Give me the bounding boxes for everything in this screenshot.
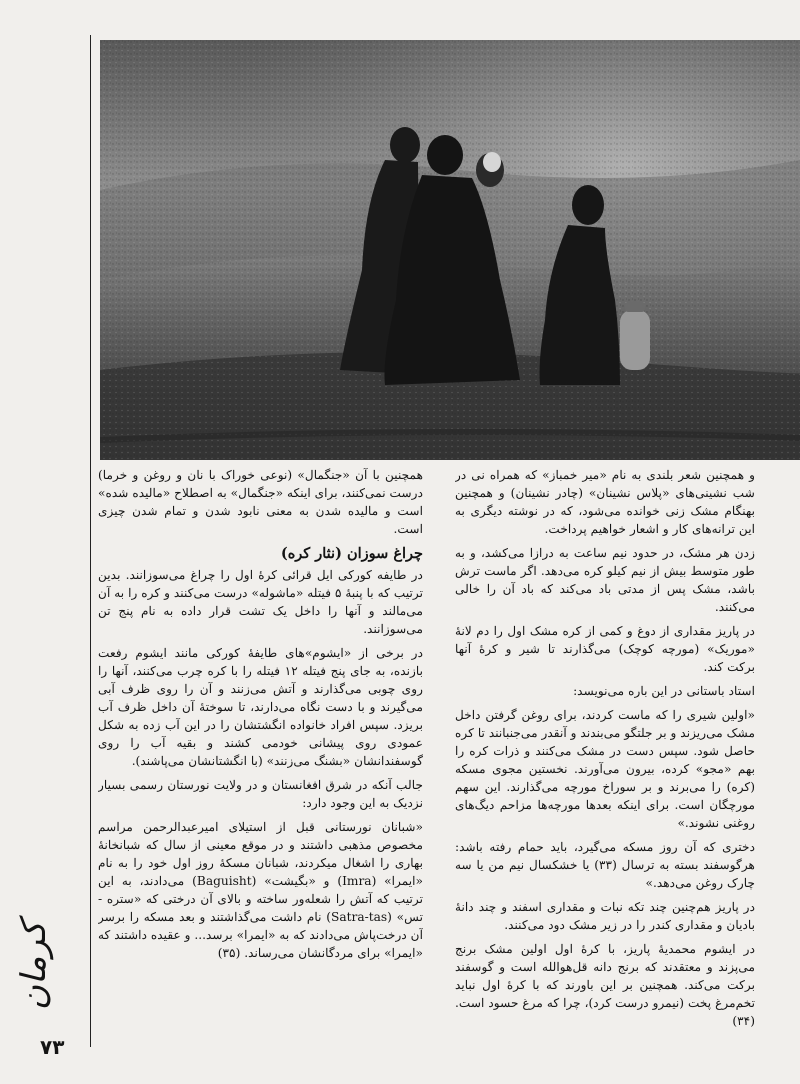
logo-text: کرمان (14, 921, 54, 1010)
section-heading: چراغ سوزان (نثار کره) (280, 545, 423, 562)
column-rule (90, 35, 91, 1047)
paragraph: «اولین شیری را که ماست کردند، برای روغن گرفتن داخل مشک می‌ریزند و بر جلتگو می‌بندند و آنقدر می‌جنبانند تا کره حاصل شود. سپس دست در مشک می‌کنند و ذرات کره را بهم «مجو» کرده، بیرون می‌آورند. نخستین مجوی مسکه (کره) را می‌برند و بر سوراخ مورچه می‌گذارند. این سهم مورچگان است. برای اینکه بعدها مورچه‌ها مزاحم دیگ‌های روغنی نشوند.» (455, 708, 755, 830)
page-number: ۷۳ (40, 1035, 65, 1059)
paragraph: و همچنین شعر بلندی به نام «میر خمباز» که همراه نی در شب نشینی‌های «پلاس نشینان» (چادر نشینان) و همچنین بهنگام مشک زنی خوانده می‌شود، که در نوشته دیگری به این ترانه‌های کار و اشعار خواهیم پرداخت. (455, 468, 755, 536)
paragraph: در پاریز هم‌چنین چند تکه نبات و مقداری اسفند و چند دانهٔ بادیان و مقداری کندر را در زیر مشک دود می‌کنند. (455, 900, 755, 932)
paragraph: زدن هر مشک، در حدود نیم ساعت به درازا می‌کشد، و به طور متوسط بیش از نیم کیلو کره می‌دهد. اگر ماست ترش باشد، مشک پس از مدتی باد می‌کند که باد آن را خالی می‌کنند. (455, 546, 755, 614)
paragraph: در برخی از «ایشوم»های طایفهٔ کورکی مانند ایشوم رفعت بازنده، به جای پنج فیتله ۱۲ فیتله را با کره چرب می‌کنند، آنها را روی چوبی می‌گذارند و آتش می‌زنند و آن را روی ظرف آبی می‌گیرند و با دست نگاه می‌دارند، تا سوختهٔ آن داخل ظرف آب بریزد. سپس افراد خانواده انگشتشان را در این آب زده به شکل عمودی روی پیشانی خودمی کشند و بقیه آب را روی گوسفندانشان «بشنگ می‌زنند» (با انگشتانشان می‌پاشند). (98, 646, 423, 768)
magazine-logo (8, 870, 86, 1040)
text-column-left (98, 466, 423, 1051)
photo-nomad-women (100, 40, 800, 460)
paragraph: دختری که آن روز مسکه می‌گیرد، باید حمام رفته باشد: هرگوسفند بسته به ترسال (۳۳) یا خشکسال نیم من یا سه چارک روغن می‌دهد.» (455, 840, 755, 890)
paragraph: استاد باستانی در این باره می‌نویسد: (573, 684, 755, 698)
paragraph: همچنین با آن «جنگمال» (نوعی خوراک با نان و روغن و خرما) درست نمی‌کنند، برای اینکه «جنگمال» به اصطلاح «مالیده شده» است و مالیده شدن به معنی نابود شدن و تمام شدن چیزی است. (98, 468, 423, 536)
paragraph: در ایشوم محمدیهٔ پاریز، با کرهٔ اول اولین مشک برنج می‌پزند و معتقدند که برنج دانه قل‌هوالله است و گوسفند برکت می‌کند. همچنین بر این باورند که با کرهٔ اول نباید تخم‌مرغ پخت (نیمرو درست کرد)، چرا که مرغ حسود است. (۳۴) (455, 942, 755, 1028)
photo-nomad-women-icon (100, 40, 800, 460)
paragraph: «شبانان نورستانی قبل از استیلای امیرعبدالرحمن مراسم مخصوص مذهبی داشتند و در موقع معینی از سال که شبانخانهٔ بهاری را اشغال میکردند، شبانان مسکهٔ روز اول خود را به نام «ایمرا» (Imra) و «بگیشت» (Baguisht) می‌دادند، به این ترتیب که آتش را شعله‌ور ساخته و بالای آن درختی که «ستره - تس» (Satra-tas) نام داشت می‌گذاشتند و بعد مسکه را برسر آن درخت‌پاش می‌دادند که به «ایمرا» برسد... و عقیده داشتند که «ایمرا» برای مردگانشان می‌رساند. (۳۵) (98, 820, 423, 960)
paragraph: جالب آنکه در شرق افغانستان و در ولایت نورستان رسمی بسیار نزدیک به این وجود دارد: (98, 778, 423, 810)
paragraph: در طایفه کورکی ایل قرائی کرهٔ اول را چراغ می‌سوزانند. بدین ترتیب که با پنبهٔ ۵ فیتله «ماشوله» درست می‌کنند و کره را به آن می‌مالند و آنها را داخل یک تشت قرار داده به نام پنج تن می‌سوزانند. (98, 568, 423, 636)
paragraph: در پاریز مقداری از دوغ و کمی از کره مشک اول را دم لانهٔ «موریک» (مورچه کوچک) می‌گذارند تا شیر و کرهٔ آنها برکت کند. (455, 624, 755, 674)
text-column-right (455, 466, 755, 1051)
